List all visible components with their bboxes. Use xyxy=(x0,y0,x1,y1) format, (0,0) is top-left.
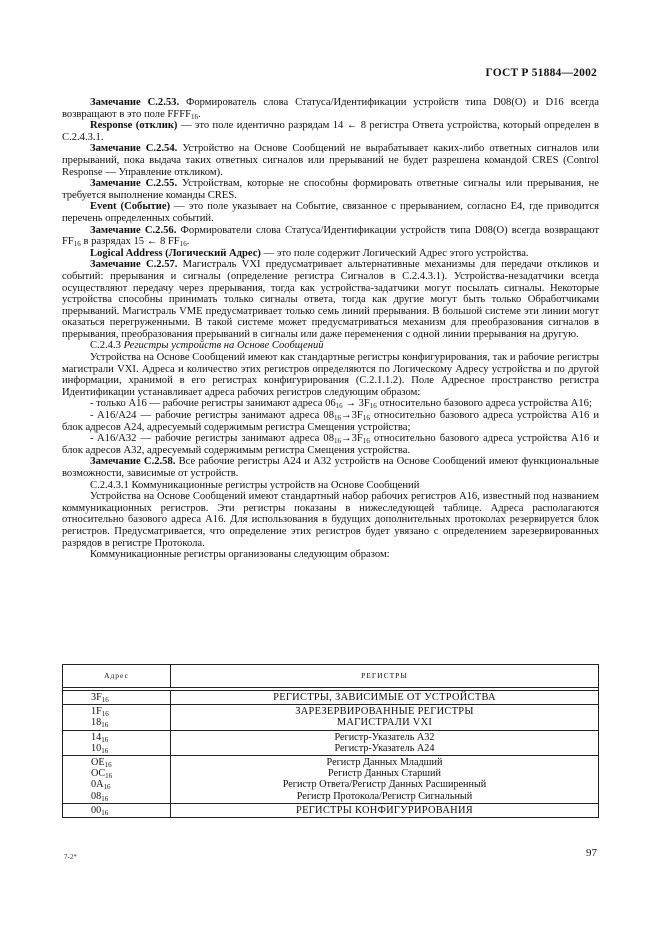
paragraph-note-c257: Замечание C.2.57. Магистраль VXI предусматривает альтернативные механизмы для передачи откликов и событий: прерывания и сигналы (определение регистра Сигналов в C.2.4.3.1). Устройства-незадатчики всегда осуществляют передачу через прерывания, тогда как устройства-задатчики могут посылать сигналы. Некоторые устройства способны принимать только сигналы ответа, тогда как другие могут быть только Обработчиками прерываний. Магистраль VME предусматривает только семь линий прерывания. В большой системе эти линии могут оказаться перегруженными. В такой системе может предусматриваться механизм для преобразования сигналов в прерывания, преобразования прерываний в сигналы или даже переменения с одной линии прерывания на другую. xyxy=(62,259,600,340)
paragraph-note-c255: Замечание C.2.55. Устройствам, которые не способны формировать ответные сигналы или прерывания, не требуется выполнение команды CRES. xyxy=(62,178,600,201)
table-row xyxy=(63,730,599,755)
communication-registers-table xyxy=(62,664,599,818)
paragraph-note-c256: Замечание C.2.56. Формирователи слова Статуса/Идентификации устройств типа D08(O) всегда возвращают $FF_{16}$ в разрядах 15 ← 8 $FF_{16}$. xyxy=(62,224,599,249)
paragraph-note-c253: Замечание C.2.53. Формирователь слова Статуса/Идентификации устройств типа D08(O) и D16 всегда возвращают в это поле $FFFF_{16}$. xyxy=(62,97,599,121)
section-heading-c243: C.2.4.3 Регистры устройств на Основе Сообщений xyxy=(90,340,324,352)
column-header-registers: РЕГИСТРЫ xyxy=(171,665,599,688)
list-item-a16-a32: - A16/A32 — рабочие регистры занимают адреса $08_{16}\to 3F_{16}$ относительно базового адреса устройства A16 и блок адресов A32, адресуемый содержимым регистра Смещения устройства. xyxy=(62,433,599,456)
note-label: Замечание C.2.55. xyxy=(90,178,178,190)
term-label: Response (отклик) xyxy=(90,120,178,132)
table-header-row xyxy=(63,665,599,688)
section-heading-c2431: C.2.4.3.1 Коммуникационные регистры устройств на Основе Сообщений xyxy=(90,479,420,491)
document-body xyxy=(62,97,599,561)
paragraph-logical-address: Logical Address (Логический Адрес) — это поле содержит Логический Адрес этого устройства. xyxy=(90,247,529,259)
table-row xyxy=(63,803,599,817)
register-cell: РЕГИСТРЫ КОНФИГУРИРОВАНИЯ xyxy=(171,803,599,817)
paragraph-note-c258: Замечание C.2.58. Все рабочие регистры A24 и A32 устройств на Основе Сообщений имеют функциональные возможности, зависимые от устройств. xyxy=(62,456,599,479)
register-cell: ЗАРЕЗЕРВИРОВАННЫЕ РЕГИСТРЫ МАГИСТРАЛИ VXI xyxy=(171,705,599,730)
page-number: 97 xyxy=(586,847,597,859)
address-cell: $14_{16}$ $10_{16}$ xyxy=(63,730,171,755)
paragraph-note-c254: Замечание C.2.54. Устройство на Основе Сообщений не вырабатывает каких-либо ответных сигналов или прерываний, пока выдача таких ответных сигналов или прерываний не будет разрешена командой CRES (Control Response — Управление откликом). xyxy=(62,143,599,178)
list-item-a16: - только A16 — рабочие регистры занимают адреса $06_{16} \to 3F_{16}$ относительно базового адреса устройства A16; xyxy=(90,398,592,411)
address-cell: $3F_{16}$ xyxy=(63,691,171,705)
paragraph-comm-registers: Устройства на Основе Сообщений имеют стандартный набор рабочих регистров A16, известный под названием коммуникационных регистров. Эти регистры показаны в нижеследующей таблице. Адреса располагаются относительно базового адреса A16. Для использования в будущих дополнительных протоколах резервируется блок регистров. Предусматривается, что определение этих регистров будет увязано с определением зарезервированных разрядов в регистре Протокола. xyxy=(62,491,599,549)
address-cell: $1F_{16}$ $18_{16}$ xyxy=(63,705,171,730)
table-row xyxy=(63,705,599,730)
list-item-a16-a24: - A16/A24 — рабочие регистры занимают адреса $08_{16}\to 3F_{16}$ относительно базового адреса устройства A16 и блок адресов A24, адресуемый содержимым регистра Смещения устройства; xyxy=(62,410,599,433)
register-cell: РЕГИСТРЫ, ЗАВИСИМЫЕ ОТ УСТРОЙСТВА xyxy=(171,691,599,705)
table-row xyxy=(63,691,599,705)
term-label: Event (Событие) xyxy=(90,201,171,213)
register-cell: Регистр Данных Младший Регистр Данных Старший Регистр Ответа/Регистр Данных Расширенный Регистр Протокола/Регистр Сигнальный xyxy=(171,756,599,804)
note-label: Замечание C.2.53. xyxy=(90,97,180,108)
paragraph-table-intro: Коммуникационные регистры организованы следующим образом: xyxy=(90,549,390,561)
note-label: Замечание C.2.58. xyxy=(90,456,176,468)
term-label: Logical Address (Логический Адрес) xyxy=(90,247,261,259)
paragraph-message-devices: Устройства на Основе Сообщений имеют как стандартные регистры конфигурирования, так и рабочие регистры магистрали VXI. Адреса и количество этих регистров определяются по Логическому Адресу устройства и по другой информации, хранимой в его регистрах конфигурирования (C.2.1.1.2). Поле Адресное пространство регистра Идентификации устанавливает адреса рабочих регистров следующим образом: xyxy=(62,352,599,398)
print-signature-mark: 7-2* xyxy=(64,853,77,861)
address-cell: $00_{16}$ xyxy=(63,803,171,817)
document-id-header: ГОСТ Р 51884—2002 xyxy=(485,67,597,79)
paragraph-event-field: Event (Событие) — это поле указывает на Событие, связанное с прерыванием, согласно E4, где приводится перечень определенных событий. xyxy=(62,201,599,224)
address-cell: $OE_{16}$ $OC_{16}$ $0A_{16}$ $08_{16}$ xyxy=(63,756,171,804)
column-header-address: Адрес xyxy=(63,665,171,688)
note-label: Замечание C.2.54. xyxy=(90,143,178,155)
note-label: Замечание C.2.56. xyxy=(90,224,177,236)
paragraph-response-field: Response (отклик) — это поле идентично разрядам 14 ← 8 регистра Ответа устройства, который определен в C.2.4.3.1. xyxy=(62,120,599,143)
note-label: Замечание C.2.57. xyxy=(90,259,178,271)
table-row xyxy=(63,756,599,804)
register-cell: Регистр-Указатель A32 Регистр-Указатель A24 xyxy=(171,730,599,755)
